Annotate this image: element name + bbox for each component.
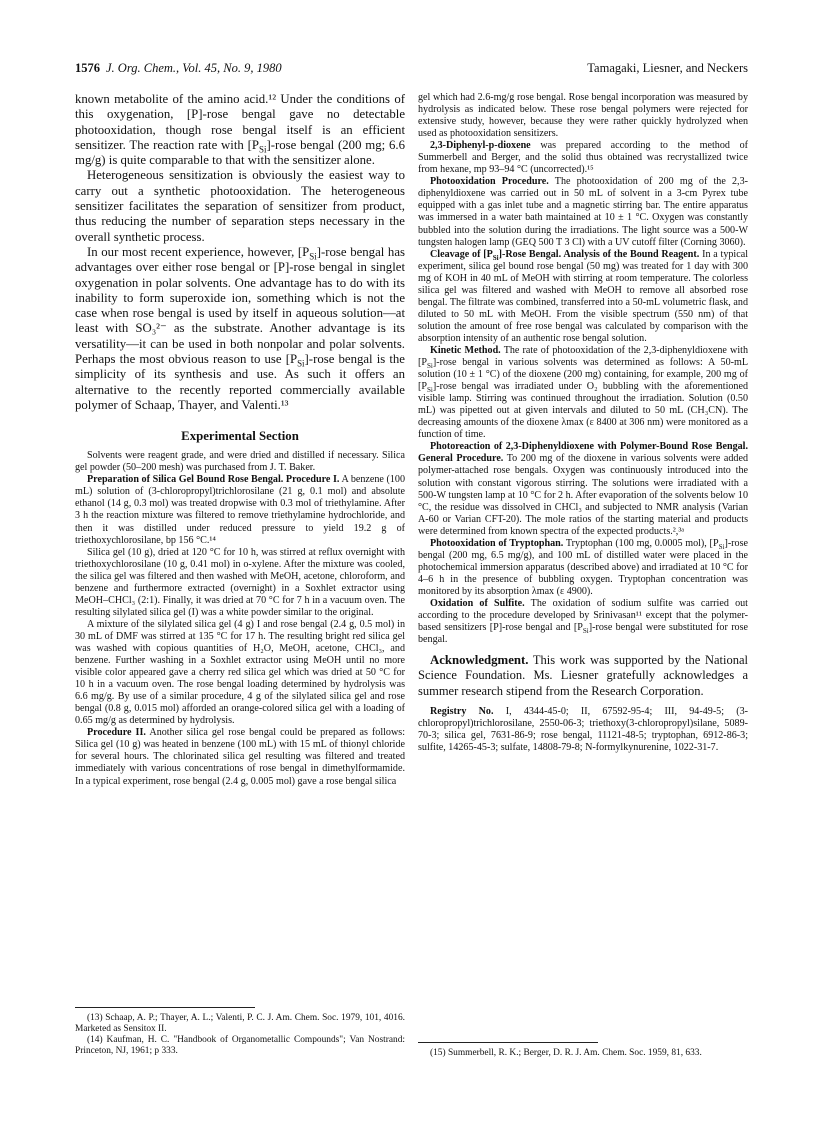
footnote-rule bbox=[75, 1007, 255, 1008]
run-in-heading: Photooxidation of Tryptophan. bbox=[430, 537, 564, 549]
paragraph bbox=[75, 474, 405, 546]
paragraph-body: Another silica gel rose bengal could be prepared as follows: Silica gel (10 g) was heated in benzene (100 mL) with 15 mL of thionyl chloride for several hours. The chlorinated silica gel resulting was filtered and treated immediately with various concentrations of rose bengal in dimethylformamide. In a typical experiment, rose bengal (2.4 g, 0.005 mol) gave a rose bengal silica bbox=[75, 727, 406, 787]
footnote-13: (13) Schaap, A. P.; Thayer, A. L.; Valenti, P. C. J. Am. Chem. Soc. 1979, 101, 4016. Marketed as Sensitox II. bbox=[75, 1013, 405, 1034]
paragraph: Silica gel (10 g), dried at 120 °C for 10 h, was stirred at reflux overnight with triethoxychlorosilane (10 g, 0.41 mol) in o-xylene. After the mixture was cooled, the silica gel was filtered and then washed with MeOH, acetone, chloroform, and benzene and furthermore extracted (overnight) in a Soxhlet extractor using MeOH–CHCl₃ (2:1). Finally, it was dried at 70 °C for 7 h in a vacuum oven. The resulting silylated silica gel (I) was a white powder similar to the original. bbox=[75, 546, 405, 618]
paragraph bbox=[418, 345, 748, 441]
run-in-heading: Kinetic Method. bbox=[430, 344, 501, 356]
run-in-heading: Photooxidation Procedure. bbox=[430, 176, 549, 188]
paragraph-body: The oxidation of sodium sulfite was carried out according to the procedure developed by Srinivasan¹¹ except that the polymer-based sensitizers [P]-rose bengal and $[P_{Si}]$-rose bengal were substituted for rose bengal. bbox=[418, 597, 749, 646]
journal-name: J. Org. Chem., Vol. 45, No. 9, 1980 bbox=[106, 61, 282, 75]
page-number: 1576 bbox=[75, 61, 100, 75]
paragraph: Heterogeneous sensitization is obviously the easiest way to carry out a synthetic photooxidation. The heterogeneous sensitizer facilitates the separation of sensitizer from product, thus reducing the number of separation steps necessary in the overall synthetic process. bbox=[75, 168, 405, 244]
footnotes-right bbox=[418, 1042, 748, 1059]
paragraph bbox=[418, 249, 748, 345]
paragraph-body: was prepared according to the method of Summerbell and Berger, and the solid thus obtained was recrystallized twice from hexane, mp 93–94 °C (uncorrected).¹⁵ bbox=[418, 140, 748, 176]
acknowledgment-heading: Acknowledgment. bbox=[430, 653, 529, 668]
run-in-heading: Preparation of Silica Gel Bound Rose Bengal. Procedure I. bbox=[87, 474, 340, 486]
paragraph bbox=[418, 176, 748, 248]
run-in-heading: Cleavage of $[P_{Si}]$-Rose Bengal. Analysis of the Bound Reagent. bbox=[430, 248, 700, 262]
paragraph bbox=[418, 538, 748, 598]
run-in-heading: Oxidation of Sulfite. bbox=[430, 597, 525, 609]
paragraph bbox=[418, 441, 748, 537]
section-heading: Experimental Section bbox=[181, 429, 299, 444]
paragraph: gel which had 2.6-mg/g rose bengal. Rose bengal incorporation was measured by hydrolysis as indicated below. These rose bengal polymers were rejected for extensive study, however, because they were rather quickly hydrolyzed when used as photooxidation sensitizers. bbox=[418, 92, 748, 140]
run-in-heading: 2,3-Diphenyl-p-dioxene bbox=[430, 140, 531, 152]
run-in-heading: Procedure II. bbox=[87, 727, 146, 739]
paragraph bbox=[418, 598, 748, 646]
footnote-15: (15) Summerbell, R. K.; Berger, D. R. J. Am. Chem. Soc. 1959, 81, 633. bbox=[430, 1048, 702, 1058]
paragraph bbox=[418, 140, 748, 176]
registry-heading: Registry No. bbox=[430, 705, 494, 717]
paragraph-body: The rate of photooxidation of the 2,3-diphenyldioxene with $[P_{Si}]$-rose bengal in various solvents was determined as follows: A 50-mL solution (10 ± 1 °C) of the dioxene (200 mg) containing, for example, 200 mg of $[P_{Si}]$-rose bengal was irradiated under O₂ bubbling with the aforementioned visible lamp. Stirring was continued throughout the irradiation. Solution (0.50 mL) was pipetted out at given intervals and diluted to 50 mL (CH₃CN). The decreasing amounts of the dioxene λmax (ε 8400 at 306 nm) were monitored as a function of time. bbox=[418, 344, 748, 441]
paragraph-body: In a typical experiment, silica gel bound rose bengal (50 mg) was treated for 1 day with 300 mg of KOH in 40 mL of MeOH with stirring at room temperature. The colorless silica gel was filtered and washed with MeOH to remove all absorbed rose bengal. The filtrate was combined, transferred into a 50-mL volumetric flask, and diluted to 50 mL with MeOH. From the visible spectrum (550 nm) of that solution the amount of free rose bengal was calculated by comparison with the absorption intensity of an authentic rose bengal solution. bbox=[418, 248, 748, 344]
page-header bbox=[75, 61, 748, 79]
acknowledgment bbox=[418, 653, 748, 699]
paragraph-body: A benzene (100 mL) solution of (3-chloropropyl)trichlorosilane (21 g, 0.1 mol) and absolute ethanol (14 g, 0.3 mol) was treated dropwise with 0.3 mol of triethylamine. After 3 h the reaction mixture was filtered to remove triethylamine hydrochloride, and then it was distilled under reduced pressure to yield 19.2 g of triethoxychlorosilane, bp 156 °C.¹⁴ bbox=[75, 474, 406, 546]
acknowledgment-body: This work was supported by the National Science Foundation. Ms. Liesner gratefully acknowledges a summer research stipend from the Research Corporation. bbox=[418, 653, 748, 698]
paragraph-body: The photooxidation of 200 mg of the 2,3-diphenyldioxene was carried out in 50 mL of solvent in a 3-cm Pyrex tube equipped with a gas inlet tube and a magnetic stirring bar. The entire apparatus was immersed in a water bath maintained at 10 ± 1 °C. Oxygen was constantly bubbled into the solution during the irradiations. The light source was a 500-W tungsten halogen lamp (GEQ 500 T 3 Cl) with a UV cutoff filter (Corning 3060). bbox=[418, 176, 748, 248]
right-column bbox=[418, 92, 748, 754]
paragraph: A mixture of the silylated silica gel (4 g) I and rose bengal (2.4 g, 0.5 mol) in 30 mL of DMF was stirred at 135 °C for 17 h. The resulting bright red silica gel was washed with copious quantities of H₂O, MeOH, acetone, CHCl₃, and benzene. Further washing in a Soxhlet extractor using MeOH until no more visible color appeared gave a cherry red silica gel which was dried at 50 °C for 10 h in a vacuum oven. The rose bengal loading determined by hydrolysis was 6.6 mg/g. By use of a similar procedure, 4 g of the silylated silica gel and rose bengal (0.8 g, 0.015 mol) afforded an orange-colored silica gel with a loading of 0.65 mg/g as determined by hydrolysis. bbox=[75, 618, 405, 727]
paragraph: known metabolite of the amino acid.¹² Under the conditions of this oxygenation, [P]-rose bengal gave no detectable photooxidation, though rose bengal itself is an efficient sensitizer. The reaction rate with $[P_{Si}]$-rose bengal (200 mg; 6.6 mg/g) is quite comparable to that with the sensitizer alone. bbox=[75, 92, 405, 168]
paragraph: Solvents were reagent grade, and were dried and distilled if necessary. Silica gel powder (50–200 mesh) was purchased from J. T. Baker. bbox=[75, 450, 405, 474]
journal-citation bbox=[75, 61, 282, 76]
registry-numbers bbox=[418, 706, 748, 754]
paragraph: In our most recent experience, however, $[P_{Si}]$-rose bengal has advantages over either rose bengal or [P]-rose bengal in singlet oxygenation in polar solvents. One advantage has to do with its inability to form superoxide ion, something which is not the case when rose bengal is used by itself in aqueous solution—at least with SO₃²⁻ as the substrate. Another advantage is its versatility—it can be used in both nonpolar and polar solvents. Perhaps the most obvious reason to use $[P_{Si}]$-rose bengal is the simplicity of its synthesis and use. As such it offers an alternative to the recently reported commercially available polymer of Schaap, Thayer, and Valenti.¹³ bbox=[75, 244, 405, 412]
registry-body: I, 4344-45-0; II, 67592-95-4; III, 94-49-5; (3-chloropropyl)trichlorosilane, 2550-06-3; triethoxy(3-chloropropyl)silane, 5089-70-3; silica gel, 7631-86-9; rose bengal, 11121-48-5; tryptophan, 6912-86-3; sulfite, 14265-45-3; sulfate, 14808-79-8; N-formylkynurenine, 1022-31-7. bbox=[418, 705, 749, 753]
left-column bbox=[75, 92, 405, 788]
running-authors: Tamagaki, Liesner, and Neckers bbox=[587, 61, 748, 75]
paragraph-body: Tryptophan (100 mg, 0.0005 mol), $[P_{Si}]$-rose bengal (200 mg, 6.5 mg/g), and 100 mL of distilled water were placed in the photochemical immersion apparatus (described above) and irradiated at 10 °C for 4–6 h in the presence of bubbling oxygen. Tryptophan concentration was monitored by its absorption λmax (ε 4900). bbox=[418, 537, 748, 597]
paragraph bbox=[75, 727, 405, 787]
footnote-rule bbox=[418, 1042, 598, 1043]
run-in-heading: Photoreaction of 2,3-Diphenyldioxene with Polymer-Bound Rose Bengal. General Procedure. bbox=[418, 441, 748, 465]
footnote-14: (14) Kaufman, H. C. "Handbook of Organometallic Compounds"; Van Nostrand: Princeton, NJ, 1961; p 333. bbox=[75, 1035, 405, 1056]
paragraph-body: To 200 mg of the dioxene in various solvents were added polymer-attached rose bengals. Oxygen was continuously introduced into the solution with constant vigorous stirring. The solutions were irradiated with a 500-W tungsten lamp at 10 °C for 2 h. After evaporation of the solvents below 10 °C, the residue was dissolved in CHCl₃ and subjected to NMR analysis (Varian A-60 or Varian CFT-20). The mole ratios of the starting material and products were determined from known spectra of the expected products.²,³ᵃ bbox=[418, 453, 748, 537]
footnotes-left bbox=[75, 1007, 405, 1057]
